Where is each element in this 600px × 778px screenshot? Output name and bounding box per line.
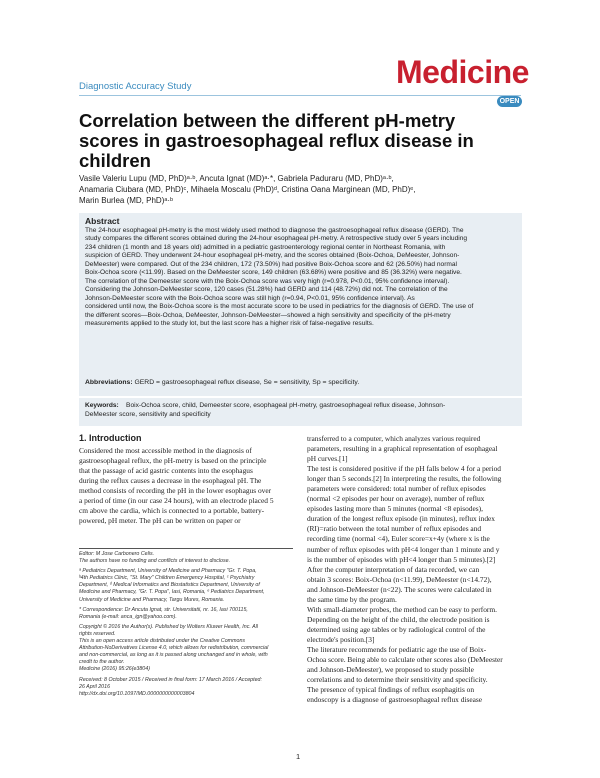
body-line: recording time (normal <4), Euler score=x+4y (where x is the [307,534,490,544]
title-line: scores in gastroesophageal reflux disease in [79,130,474,151]
intro-heading: 1. Introduction [79,433,142,443]
abbreviations-label: Abbreviations: [85,379,133,386]
body-line: and Johnson-DeMeester (n<22). The scores were calculated in [307,584,492,594]
keywords-label: Keywords: [85,402,119,409]
body-line: After the computer interpretation of data recorded, we can [307,564,480,574]
body-line: pH curves.[1] [307,454,348,464]
footnote-line: Attribution-NoDerivatives License 4.0, which allows for redistribution, commercial [79,645,269,652]
keywords-text: Boix-Ochoa score, child, Demeester score, esophageal pH-metry, gastroesophageal reflux disease, Johnson- [126,402,446,409]
author-line: Marin Burlea (MD, PhD)ᵃ·ᵇ [79,196,174,205]
journal-logo: Medicine [396,54,529,90]
abstract-heading: Abstract [85,216,120,226]
footnote-line: Romania (e-mail: anca_ign@yahoo.com). [79,613,177,620]
keywords [85,401,518,419]
abstract-text [85,227,518,328]
body-line: that the passage of acid gastric contents into the esophagus [79,466,253,476]
abbreviations [85,379,359,386]
body-line: cm above the cardia, which is connected to a portable, battery- [79,506,265,516]
footnote-rule [79,548,293,549]
keywords-line [85,401,518,410]
right-column-body [307,434,522,705]
body-line: The literature recommends for pediatric age the use of Boix- [307,644,487,654]
footnote-line: Editor: M Jose Carbonero Celis. [79,551,155,557]
author-line: Vasile Valeriu Lupu (MD, PhD)ᵃ·ᵇ, Ancuta Ignat (MD)ᵃ·*, Gabriela Paduraru (MD, PhD)ᵃ·ᵇ, [79,174,394,183]
abstract-line: suspicion of GERD. They underwent 24-hour esophageal pH-metry, and the scores obtained (Boix-Ochoa, DeMeester, Johnson- [85,252,460,260]
author-line: Anamaria Ciubara (MD, PhD)ᶜ, Mihaela Moscalu (PhD)ᵈ, Cristina Oana Marginean (MD, PhD)ᵉ, [79,185,416,194]
abstract-line: Boix-Ochoa score (<11.99). Based on the DeMeester score, 149 children (63.68%) were positive and 85 (36.32%) were negative. [85,269,462,277]
footnote-line: University of Medicine and Pharmacy, Targu Mures, Romania. [79,596,225,603]
body-line: number of reflux episodes with pH<4 longer than 1 minute and y [307,544,500,554]
body-line: powered, pH meter. The pH can be written on paper or [79,516,241,526]
body-line: endoscopy is a diagnose of gastroesophageal reflux disease [307,695,483,705]
footnote-line: ᵃ Pediatrics Department, University of Medicine and Pharmacy "Gr. T. Popa, [79,568,257,575]
body-line: method consists of recording the pH in the lower esophagus over [79,486,272,496]
body-line: (RI)=ratio between the total number of reflux episodes and [307,524,482,534]
footnote-line: * Correspondence: Dr Ancuta Ignat, str. Universitatii, nr. 16, Iasi 700115, [79,606,248,613]
open-access-badge: OPEN [497,96,522,107]
footnote-line: Medicine and Pharmacy, "Gr. T. Popa", Iasi, Romania, ᵉ Pediatrics Department, [79,589,265,596]
body-line: parameters, resulting in a graphical representation of esophageal [307,444,498,454]
footnote-line: rights reserved. [79,630,116,637]
abstract-line: considered until now, the Boix-Ochoa score is the most accurate score to be used in pediatrics for the diagnosis of GERD. The use of [85,303,474,311]
footnote-line: http://dx.doi.org/10.1097/MD.0000000000003804 [79,690,195,697]
body-line: determined using age tables or by radiological control of the [307,624,486,634]
footnote-line: credit to the author. [79,659,125,666]
body-line: Ochoa score. Being able to calculate other scores also (DeMeester [307,655,503,665]
article-title [79,111,489,171]
body-line: is the number of episodes with pH<4 longer than 5 minutes).[2] [307,554,496,564]
body-line: episodes lasting more than 5 minutes (normal <8 episodes), [307,504,483,514]
footnote-line: 26 April 2016 [79,683,111,690]
body-line: correlations and to determine their sensitivity and specificity. [307,675,488,685]
body-line: gastroesophageal reflux, the pH-metry is based on the principle [79,456,267,466]
body-line: a period of time (in our case 24 hours), with an electrode placed 5 [79,496,274,506]
footnote-line: Received: 8 October 2015 / Received in final form: 17 March 2016 / Accepted: [79,676,262,683]
abstract-line: study compares the different scores obtained during the 24-hour esophageal pH-metry. A retrospective study over 5 years including [85,235,468,243]
abstract-line: the different scores—Boix-Ochoa, DeMeester, Johnson-DeMeester—showed a high sensitivity and specificity of the pH-metry [85,311,451,319]
body-line: transferred to a computer, which analyzes various required [307,434,481,443]
keywords-line: DeMeester score, sensitivity and specificity [85,411,211,418]
footnote-line: Copyright © 2016 the Author(s). Published by Wolters Kluwer Health, Inc. All [79,623,258,630]
abstract-line: The 24-hour esophageal pH-metry is the most widely used method to diagnose the gastroesophageal reflux disease (GERD). The [85,227,464,234]
body-line: obtain 3 scores: Boix-Ochoa (n<11.99), DeMeester (n<14.72), [307,574,492,584]
body-line: (normal <2 episodes per hour on average), number of reflux [307,494,485,504]
body-line: and Johnson-DeMeester), we proposed to study possible [307,665,474,675]
body-line: longer than 5 seconds.[2] In interpreting the results, the following [307,474,502,484]
intro-body [79,446,293,526]
body-line: With small-diameter probes, the method can be easy to perform. [307,604,497,614]
body-line: The test is considered positive if the pH falls below 4 for a period [307,464,501,474]
body-line: duration of the longest reflux episode (in minutes), reflux index [307,514,496,524]
abbreviations-text: GERD = gastroesophageal reflux disease, Se = sensitivity, Sp = specificity. [134,379,360,386]
footnote-line: Department, ᵈ Medical Informatics and Biostatistics Department, University of [79,582,260,589]
footnote-line: Medicine (2016) 95:26(e3804) [79,666,150,673]
footnote-line: The authors have no funding and conflicts of interest to disclose. [79,558,231,565]
footnote-line: This is an open access article distributed under the Creative Commons [79,638,246,645]
abstract-line: Considering the Johnson-DeMeester score, 120 cases (51.28%) had GERD and 114 (48.72%) did not. The correlation of the [85,286,448,294]
body-line: during the reflux causes a decrease in the esophageal pH. The [79,476,262,486]
body-line: Depending on the height of the child, the electrode position is [307,614,490,624]
body-line: Considered the most accessible method in the diagnosis of [79,446,252,455]
footnote-line: and non-commercial, as long as it is passed along unchanged and in whole, with [79,652,268,659]
footnote-line: ᵇ4th Pediatrics Clinic, "St. Mary" Children Emergency Hospital, ᶜ Psychiatry [79,575,255,582]
title-line: children [79,150,151,171]
abstract-line: 234 children (1 month and 18 years old) admitted in a pediatric gastroenterology regional center in Northeast Romania, with [85,243,446,251]
abstract-line: DeMeester) were compared. Out of the 234 children, 172 (73.50%) had positive Boix-Ochoa score and 62 (26.50%) had normal [85,260,458,268]
footnotes [79,551,293,698]
abstract-line: measurements applied to the study lot, but the last score has a higher risk of false-negative results. [85,319,374,327]
title-line: Correlation between the different pH-metry [79,110,456,131]
body-line: the same time by the program. [307,594,397,604]
abstract-line: The correlation of the Demeester score with the Boix-Ochoa score was very high (r=0.978, P<0.01, 95% confidence interval). [85,277,450,285]
header-rule [79,95,521,96]
abstract-line: Johnson-DeMeester score with the Boix-Ochoa score was still high (r=0.94, P<0.01, 95% confidence interval). As [85,294,415,302]
author-list [79,173,519,206]
page-number: 1 [296,752,301,761]
body-line: The presence of typical findings of reflux esophagitis on [307,685,475,695]
body-line: parameters were considered: total number of reflux episodes [307,484,486,494]
section-label: Diagnostic Accuracy Study [79,81,192,92]
body-line: electrode's position.[3] [307,634,375,644]
